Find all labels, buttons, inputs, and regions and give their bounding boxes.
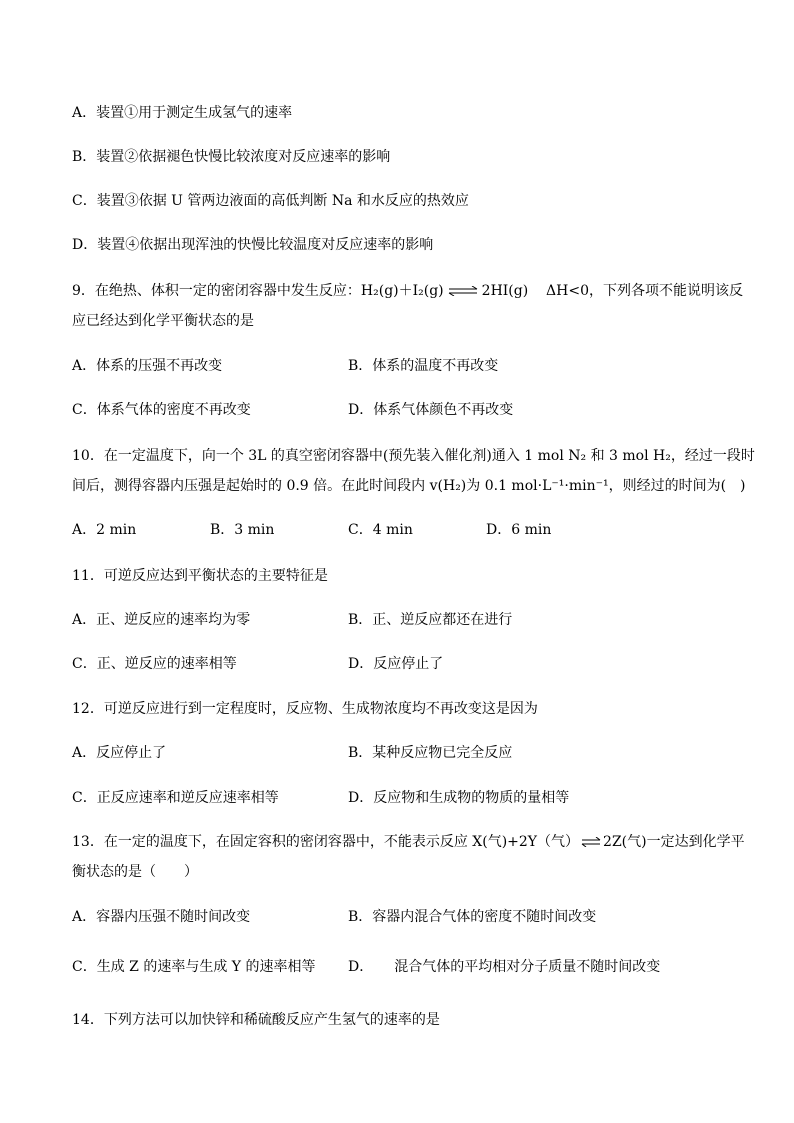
equilibrium-arrow-icon [581, 837, 601, 847]
question-10-option-c: C．4 min [348, 522, 413, 538]
question-9-stem [72, 281, 743, 301]
equilibrium-arrow-icon [448, 286, 478, 296]
question-14-stem: 14．下列方法可以加快锌和稀硫酸反应产生氢气的速率的是 [72, 1012, 440, 1028]
question-13-stem [72, 832, 745, 852]
question-12-stem: 12．可逆反应进行到一定程度时，反应物、生成物浓度均不再改变这是因为 [72, 701, 538, 717]
question-9-condition: ΔH<0，下列各项不能说明该反 [546, 283, 743, 299]
question-13-option-d: D． 混合气体的平均相对分子质量不随时间改变 [348, 959, 661, 975]
question-9-line2: 应已经达到化学平衡状态的是 [72, 313, 254, 329]
question-11-option-a: A．正、逆反应的速率均为零 [72, 612, 251, 628]
question-13-option-b: B．容器内混合气体的密度不随时间改变 [348, 909, 597, 925]
question-9-prefix: 9．在绝热、体积一定的密闭容器中发生反应： [72, 283, 361, 299]
question-11-option-b: B．正、逆反应都还在进行 [348, 612, 513, 628]
question-12-option-d: D．反应物和生成物的物质的量相等 [348, 790, 570, 806]
question-11-option-c: C．正、逆反应的速率相等 [72, 656, 237, 672]
option-b-text: B．装置②依据褪色快慢比较浓度对反应速率的影响 [72, 149, 391, 165]
question-9-option-d: D．体系气体颜色不再改变 [348, 402, 514, 418]
question-13-suffix: 2Z(气)一定达到化学平 [603, 834, 745, 850]
option-d-text: D．装置④依据出现浑浊的快慢比较温度对反应速率的影响 [72, 237, 434, 253]
question-9-option-b: B．体系的温度不再改变 [348, 358, 499, 374]
question-10-line1: 10．在一定温度下，向一个 3L 的真空密闭容器中(预先装入催化剂)通入 1 mol N₂ 和 3 mol H₂，经过一段时 [72, 448, 755, 464]
question-9-option-c: C．体系气体的密度不再改变 [72, 402, 251, 418]
option-a-text: A．装置①用于测定生成氢气的速率 [72, 105, 293, 121]
question-12-option-a: A．反应停止了 [72, 745, 167, 761]
question-13-prefix: 13．在一定的温度下，在固定容积的密闭容器中，不能表示反应 X(气)+2Y（气） [72, 834, 580, 850]
question-9-product: 2HI(g) [481, 283, 529, 299]
option-c-text: C．装置③依据 U 管两边液面的高低判断 Na 和水反应的热效应 [72, 193, 469, 209]
question-11-stem: 11．可逆反应达到平衡状态的主要特征是 [72, 568, 328, 584]
question-9-reactants: H₂(g)＋I₂(g) [360, 283, 444, 299]
question-13-line2: 衡状态的是（ ） [72, 864, 198, 880]
question-10-option-d: D．6 min [486, 522, 552, 538]
question-12-option-b: B．某种反应物已完全反应 [348, 745, 513, 761]
question-11-option-d: D．反应停止了 [348, 656, 444, 672]
question-12-option-c: C．正反应速率和逆反应速率相等 [72, 790, 279, 806]
question-10-option-b: B．3 min [210, 522, 275, 538]
question-10-option-a: A．2 min [72, 522, 137, 538]
question-13-option-c: C．生成 Z 的速率与生成 Y 的速率相等 [72, 959, 316, 975]
question-10-line2: 间后，测得容器内压强是起始时的 0.9 倍。在此时间段内 v(H₂)为 0.1 mol·L⁻¹·min⁻¹，则经过的时间为( ) [72, 478, 746, 494]
question-13-option-a: A．容器内压强不随时间改变 [72, 909, 251, 925]
question-9-option-a: A．体系的压强不再改变 [72, 358, 223, 374]
